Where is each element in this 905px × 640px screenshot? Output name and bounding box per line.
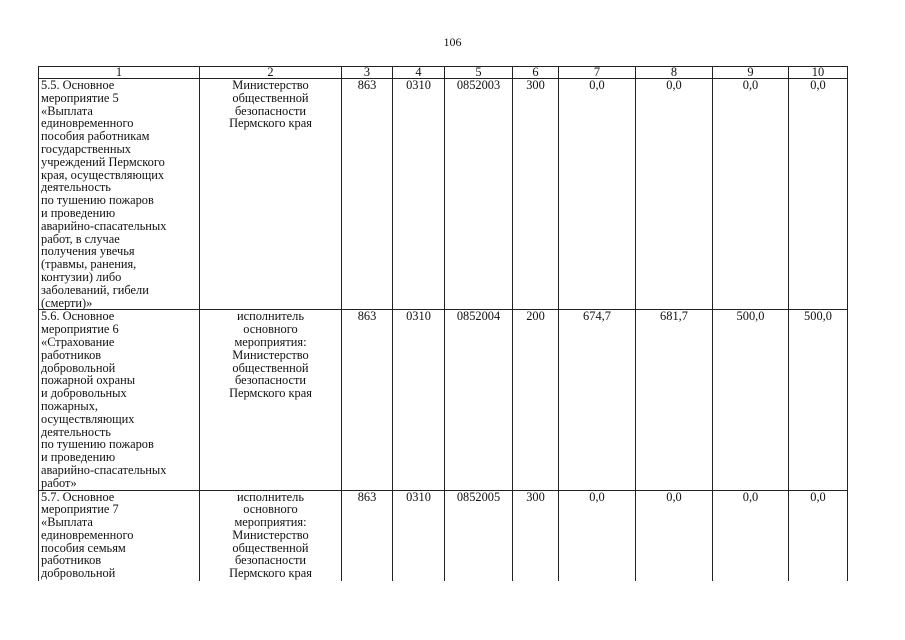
- cell-c3: 863: [342, 79, 393, 310]
- cell-c3: 863: [342, 490, 393, 581]
- cell-c10: 0,0: [789, 79, 848, 310]
- column-number: 2: [200, 67, 342, 79]
- cell-c9: 0,0: [713, 490, 789, 581]
- cell-c5: 0852005: [445, 490, 513, 581]
- table-row: [39, 310, 848, 490]
- cell-c4: 0310: [393, 79, 445, 310]
- table-row: [39, 79, 848, 310]
- cell-c5: 0852004: [445, 310, 513, 490]
- activity-name: 5.6. Основное мероприятие 6 «Страхование работников добровольной пожарной охраны и добровольных пожарных, осуществляющих деятельность по тушению пожаров и проведению аварийно-спасательных работ»: [39, 310, 200, 490]
- column-number: 5: [445, 67, 513, 79]
- activity-executor: Министерство общественной безопасности Пермского края: [200, 79, 342, 310]
- cell-c9: 500,0: [713, 310, 789, 490]
- column-number: 7: [559, 67, 636, 79]
- cell-c10: 0,0: [789, 490, 848, 581]
- cell-c4: 0310: [393, 490, 445, 581]
- page-number: 106: [443, 35, 462, 49]
- cell-c3: 863: [342, 310, 393, 490]
- cell-c9: 0,0: [713, 79, 789, 310]
- activity-executor: исполнитель основного мероприятия: Министерство общественной безопасности Пермского края: [200, 310, 342, 490]
- column-number: 6: [513, 67, 559, 79]
- cell-c6: 300: [513, 79, 559, 310]
- activity-executor: исполнитель основного мероприятия: Министерство общественной безопасности Пермского края: [200, 490, 342, 581]
- column-number: 8: [636, 67, 713, 79]
- activity-name: 5.7. Основное мероприятие 7 «Выплата единовременного пособия семьям работников добровольной: [39, 490, 200, 581]
- cell-c7: 674,7: [559, 310, 636, 490]
- column-number: 3: [342, 67, 393, 79]
- activity-name: 5.5. Основное мероприятие 5 «Выплата единовременного пособия работникам государственных учреждений Пермского края, осуществляющих деятельность по тушению пожаров и проведению аварийно-спасательных работ, в случае получения увечья (травмы, ранения, контузии) либо заболеваний, гибели (смерти)»: [39, 79, 200, 310]
- cell-c8: 681,7: [636, 310, 713, 490]
- cell-c10: 500,0: [789, 310, 848, 490]
- cell-c6: 300: [513, 490, 559, 581]
- cell-c7: 0,0: [559, 79, 636, 310]
- column-number: 9: [713, 67, 789, 79]
- table-row: [39, 490, 848, 581]
- column-number-row: [39, 67, 848, 79]
- cell-c5: 0852003: [445, 79, 513, 310]
- column-number: 1: [39, 67, 200, 79]
- cell-c8: 0,0: [636, 79, 713, 310]
- cell-c6: 200: [513, 310, 559, 490]
- cell-c4: 0310: [393, 310, 445, 490]
- budget-table: [38, 66, 848, 581]
- column-number: 4: [393, 67, 445, 79]
- column-number: 10: [789, 67, 848, 79]
- cell-c8: 0,0: [636, 490, 713, 581]
- cell-c7: 0,0: [559, 490, 636, 581]
